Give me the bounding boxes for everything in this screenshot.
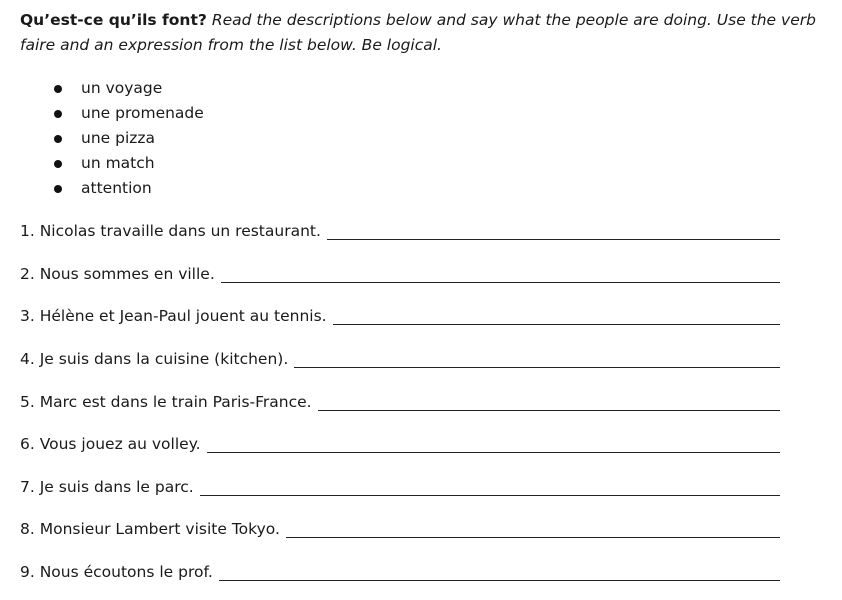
expression-item xyxy=(48,126,204,151)
question-text: 3. Hélène et Jean-Paul jouent au tennis. xyxy=(20,307,327,325)
expression-label: une pizza xyxy=(81,129,156,147)
answer-blank[interactable] xyxy=(286,521,780,538)
expression-label: un voyage xyxy=(81,79,163,97)
answer-blank[interactable] xyxy=(294,351,780,368)
question-text: 8. Monsieur Lambert visite Tokyo. xyxy=(20,520,280,538)
instructions-paragraph xyxy=(20,8,820,58)
expression-list xyxy=(48,76,204,201)
question-text: 9. Nous écoutons le prof. xyxy=(20,563,213,581)
question-item-9 xyxy=(20,560,780,582)
answer-blank[interactable] xyxy=(221,266,780,283)
question-text: 6. Vous jouez au volley. xyxy=(20,435,201,453)
answer-blank[interactable] xyxy=(318,394,780,411)
expression-item xyxy=(48,151,204,176)
expression-label: un match xyxy=(81,154,155,172)
answer-blank[interactable] xyxy=(327,223,780,240)
question-item-6 xyxy=(20,432,780,454)
question-item-1 xyxy=(20,219,780,241)
question-text: 7. Je suis dans le parc. xyxy=(20,478,194,496)
bullet-icon xyxy=(54,185,62,193)
expression-label: attention xyxy=(81,179,152,197)
question-item-7 xyxy=(20,475,780,497)
worksheet-directions: Read the descriptions below and say what the people are doing. Use the verb faire and an expression from the list below. Be logical. xyxy=(20,11,816,54)
question-text: 2. Nous sommes en ville. xyxy=(20,265,215,283)
question-item-2 xyxy=(20,262,780,284)
question-text: 1. Nicolas travaille dans un restaurant. xyxy=(20,222,321,240)
question-item-8 xyxy=(20,517,780,539)
expression-item xyxy=(48,76,204,101)
answer-blank[interactable] xyxy=(207,436,780,453)
answer-blank[interactable] xyxy=(200,479,780,496)
expression-item xyxy=(48,101,204,126)
question-text: 5. Marc est dans le train Paris-France. xyxy=(20,393,312,411)
bullet-icon xyxy=(54,110,62,118)
question-item-4 xyxy=(20,347,780,369)
worksheet-title: Qu’est-ce qu’ils font? xyxy=(20,11,207,29)
expression-label: une promenade xyxy=(81,104,204,122)
bullet-icon xyxy=(54,160,62,168)
bullet-icon xyxy=(54,135,62,143)
question-item-5 xyxy=(20,390,780,412)
answer-blank[interactable] xyxy=(219,564,780,581)
bullet-icon xyxy=(54,85,62,93)
question-item-3 xyxy=(20,304,780,326)
question-text: 4. Je suis dans la cuisine (kitchen). xyxy=(20,350,289,368)
answer-blank[interactable] xyxy=(333,308,780,325)
expression-item xyxy=(48,176,204,201)
